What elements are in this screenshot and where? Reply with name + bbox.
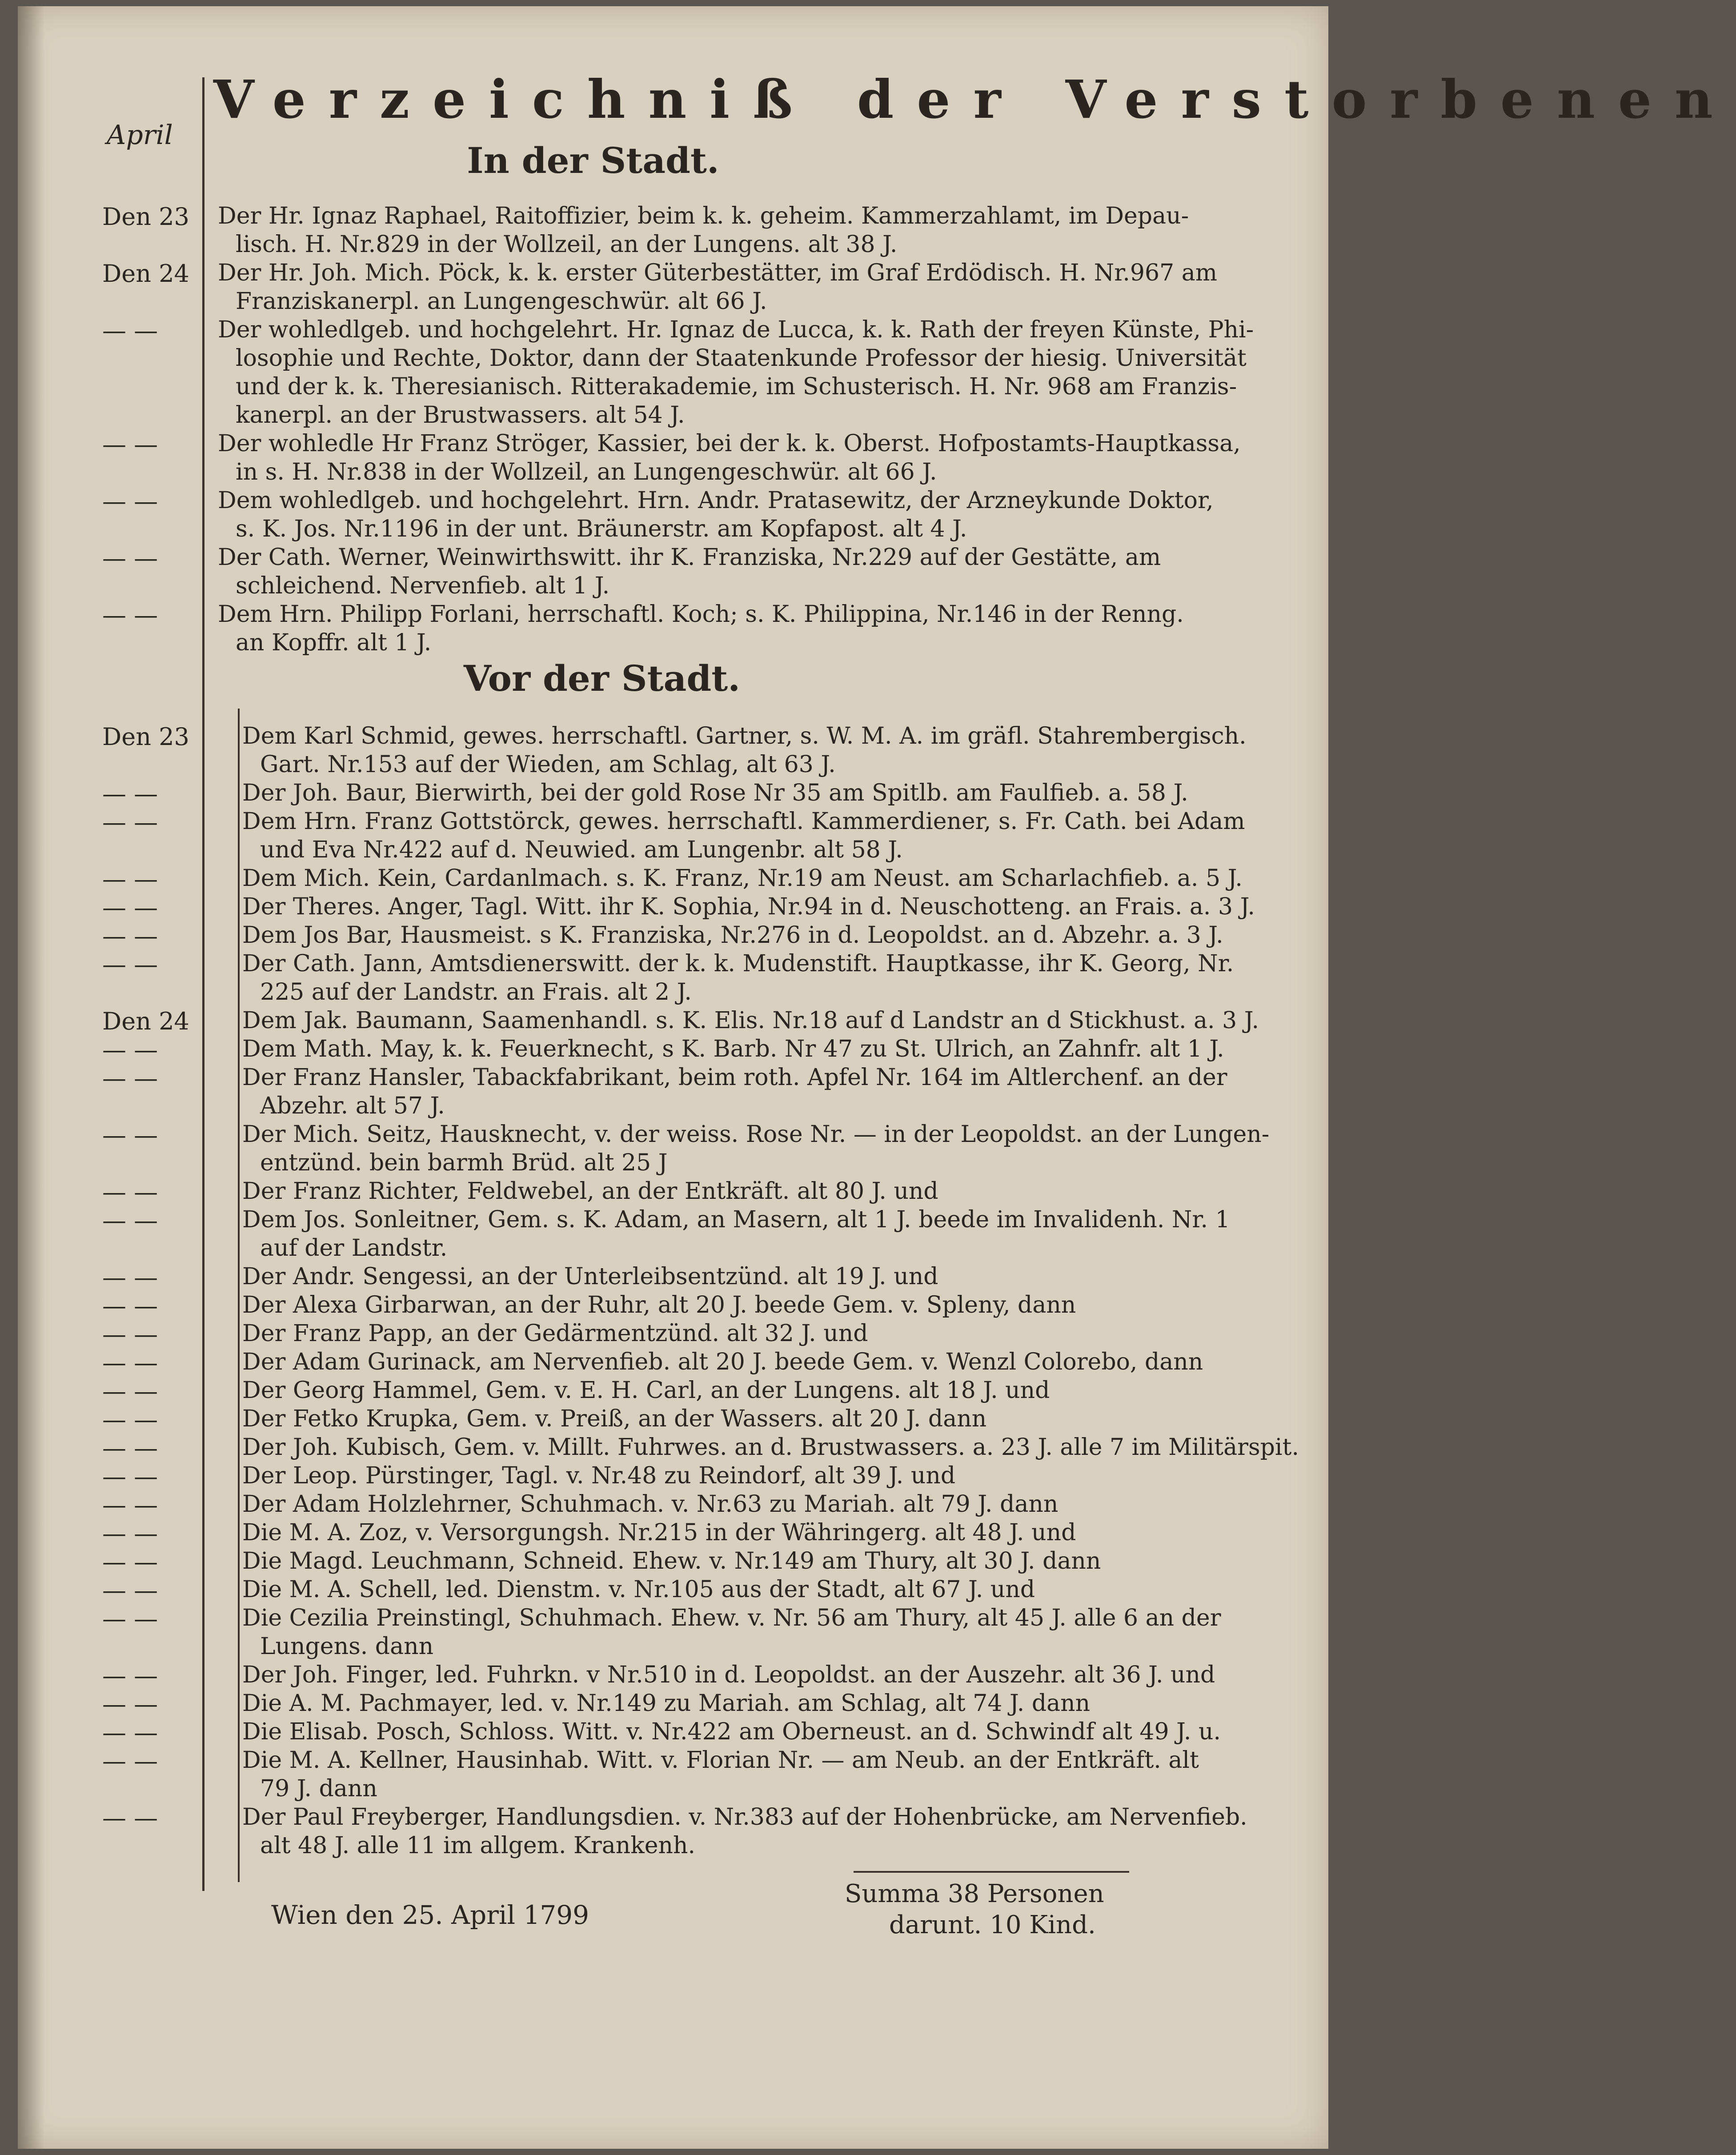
entry-text: Dem wohledlgeb. und hochgelehrt. Hrn. Andr. Pratasewitz, der Arzneykunde Doktor, [218,487,1214,514]
section-heading-city: In der Stadt. [467,140,719,181]
entry-date: — — [102,1462,158,1490]
entry-text-continued: lisch. H. Nr.829 in der Wollzeil, an der Lungens. alt 38 J. [236,231,898,258]
entry-date: — — [102,1121,158,1149]
entry-text: Die M. A. Kellner, Hausinhab. Witt. v. Florian Nr. — am Neub. an der Entkräft. alt [242,1747,1199,1774]
entry-text: Der Hr. Ignaz Raphael, Raitoffizier, beim k. k. geheim. Kammerzahlamt, im Depau- [218,203,1189,229]
entry-date: — — [102,1804,158,1832]
entry-date: — — [102,1519,158,1547]
entry-text-continued: losophie und Rechte, Doktor, dann der Staatenkunde Professor der hiesig. Universität [236,345,1247,372]
entry-date: — — [102,1206,158,1234]
entry-date: — — [102,430,158,458]
entry-text-continued: Lungens. dann [260,1633,434,1660]
entry-date: Den 23 [102,723,189,751]
entry-text: Der Mich. Seitz, Hausknecht, v. der weiss. Rose Nr. — in der Leopoldst. an der Lungen- [242,1121,1270,1148]
entry-date: — — [102,1605,158,1633]
entry-date: — — [102,601,158,629]
page-title: Verzeichniß der Verstorbenen [213,68,1736,130]
entry-text-continued: und Eva Nr.422 auf d. Neuwied. am Lungenbr. alt 58 J. [260,837,903,863]
entry-text: Der Joh. Kubisch, Gem. v. Millt. Fuhrwes. an d. Brustwassers. a. 23 J. alle 7 im Militärspit. [242,1434,1299,1461]
entry-text: Der Cath. Jann, Amtsdienerswitt. der k. k. Mudenstift. Hauptkasse, ihr K. Georg, Nr. [242,950,1234,977]
entry-date: — — [102,865,158,893]
page-edge-shadow [18,6,44,2149]
entry-date: — — [102,1662,158,1690]
entry-date: Den 23 [102,203,189,231]
margin-rule-inner [238,709,240,1882]
entry-text-continued: 225 auf der Landstr. an Frais. alt 2 J. [260,979,692,1005]
entry-text: Die Cezilia Preinstingl, Schuhmach. Ehew. v. Nr. 56 am Thury, alt 45 J. alle 6 an der [242,1605,1221,1631]
entry-text: Der Franz Papp, an der Gedärmentzünd. alt 32 J. und [242,1320,868,1347]
entry-date: — — [102,1747,158,1775]
entry-text: Der Franz Richter, Feldwebel, an der Entkräft. alt 80 J. und [242,1178,938,1205]
entry-date: — — [102,487,158,515]
entry-text: Der Adam Gurinack, am Nervenfieb. alt 20 J. beede Gem. v. Wenzl Colorebo, dann [242,1349,1203,1375]
entry-date: — — [102,1064,158,1092]
entry-date: — — [102,1548,158,1576]
entry-text: Die Elisab. Posch, Schloss. Witt. v. Nr.422 am Oberneust. an d. Schwindf alt 49 J. u. [242,1718,1221,1745]
entry-date: — — [102,808,158,836]
entry-text-continued: an Kopffr. alt 1 J. [236,629,432,656]
entry-text: Die Magd. Leuchmann, Schneid. Ehew. v. Nr.149 am Thury, alt 30 J. dann [242,1548,1101,1574]
entry-text-continued: und der k. k. Theresianisch. Ritterakademie, im Schusterisch. H. Nr. 968 am Franzis- [236,373,1237,400]
place-date-line: Wien den 25. April 1799 [271,1900,589,1930]
entry-date: Den 24 [102,1007,189,1035]
entry-text: Dem Karl Schmid, gewes. herrschaftl. Gartner, s. W. M. A. im gräfl. Stahrembergisch. [242,723,1247,749]
entry-text-continued: kanerpl. an der Brustwassers. alt 54 J. [236,402,685,429]
entry-date: Den 24 [102,260,189,288]
entry-date: — — [102,1320,158,1348]
entry-text-continued: 79 J. dann [260,1775,377,1802]
entry-text: Der Alexa Girbarwan, an der Ruhr, alt 20 J. beede Gem. v. Spleny, dann [242,1292,1076,1318]
entry-text: Der Leop. Pürstinger, Tagl. v. Nr.48 zu Reindorf, alt 39 J. und [242,1462,956,1489]
summary-children: darunt. 10 Kind. [889,1911,1096,1939]
entry-text: Dem Jos. Sonleitner, Gem. s. K. Adam, an Masern, alt 1 J. beede im Invalidenh. Nr. 1 [242,1206,1230,1233]
entry-text: Der Paul Freyberger, Handlungsdien. v. Nr.383 auf der Hohenbrücke, am Nervenfieb. [242,1804,1247,1831]
entry-text: Der Georg Hammel, Gem. v. E. H. Carl, an der Lungens. alt 18 J. und [242,1377,1050,1404]
entry-date: — — [102,1406,158,1434]
entry-text: Der wohledle Hr Franz Ströger, Kassier, bei der k. k. Oberst. Hofpostamts-Hauptkassa, [218,430,1241,457]
entry-date: — — [102,1178,158,1206]
entry-text: Der Franz Hansler, Tabackfabrikant, beim roth. Apfel Nr. 164 im Altlerchenf. an der [242,1064,1227,1091]
entry-text: Der wohledlgeb. und hochgelehrt. Hr. Ignaz de Lucca, k. k. Rath der freyen Künste, Phi- [218,316,1254,343]
entry-date: — — [102,316,158,344]
entry-text: Der Hr. Joh. Mich. Pöck, k. k. erster Güterbestätter, im Graf Erdödisch. H. Nr.967 am [218,260,1218,286]
entry-text-continued: schleichend. Nervenfieb. alt 1 J. [236,573,610,599]
entry-text-continued: Gart. Nr.153 auf der Wieden, am Schlag, alt 63 J. [260,751,836,778]
month-label: April [107,120,173,151]
entry-date: — — [102,780,158,808]
entry-text: Die A. M. Pachmayer, led. v. Nr.149 zu Mariah. am Schlag, alt 74 J. dann [242,1690,1091,1717]
entry-text: Der Joh. Finger, led. Fuhrkn. v Nr.510 in d. Leopoldst. an der Auszehr. alt 36 J. und [242,1662,1215,1688]
entry-date: — — [102,544,158,572]
entry-text: Der Cath. Werner, Weinwirthswitt. ihr K. Franziska, Nr.229 auf der Gestätte, am [218,544,1161,571]
entry-date: — — [102,893,158,921]
entry-date: — — [102,1491,158,1519]
summary-total: Summa 38 Personen [845,1879,1104,1908]
entry-text: Der Joh. Baur, Bierwirth, bei der gold Rose Nr 35 am Spitlb. am Faulfieb. a. 58 J. [242,780,1188,806]
summary-rule [854,1871,1129,1873]
entry-date: — — [102,1690,158,1718]
margin-rule [202,77,204,1891]
entry-date: — — [102,1263,158,1291]
entry-text: Dem Jak. Baumann, Saamenhandl. s. K. Elis. Nr.18 auf d Landstr an d Stickhust. a. 3 J. [242,1007,1259,1034]
entry-date: — — [102,922,158,950]
entry-date: — — [102,1292,158,1320]
entry-text: Der Fetko Krupka, Gem. v. Preiß, an der Wassers. alt 20 J. dann [242,1406,987,1432]
entry-text: Dem Jos Bar, Hausmeist. s K. Franziska, Nr.276 in d. Leopoldst. an d. Abzehr. a. 3 J. [242,922,1223,949]
entry-text: Der Theres. Anger, Tagl. Witt. ihr K. Sophia, Nr.94 in d. Neuschotteng. an Frais. a. 3 J. [242,893,1255,920]
entry-date: — — [102,1036,158,1064]
entry-text-continued: Franziskanerpl. an Lungengeschwür. alt 66 J. [236,288,767,315]
entry-text-continued: s. K. Jos. Nr.1196 in der unt. Bräunerstr. am Kopfapost. alt 4 J. [236,516,967,542]
entry-text-continued: auf der Landstr. [260,1235,448,1262]
entry-date: — — [102,1434,158,1462]
document-page [18,6,1736,2149]
entry-text: Die M. A. Schell, led. Dienstm. v. Nr.105 aus der Stadt, alt 67 J. und [242,1576,1035,1603]
entry-date: — — [102,1576,158,1604]
entry-date: — — [102,1349,158,1377]
summary-block [845,1879,1104,1941]
entry-text-continued: alt 48 J. alle 11 im allgem. Krankenh. [260,1832,696,1859]
entry-text: Der Adam Holzlehrner, Schuhmach. v. Nr.63 zu Mariah. alt 79 J. dann [242,1491,1058,1518]
entry-date: — — [102,950,158,978]
entry-text: Dem Hrn. Philipp Forlani, herrschaftl. Koch; s. K. Philippina, Nr.146 in der Renng. [218,601,1184,628]
entry-text: Dem Math. May, k. k. Feuerknecht, s K. Barb. Nr 47 zu St. Ulrich, an Zahnfr. alt 1 J. [242,1036,1224,1062]
entry-date: — — [102,1377,158,1405]
entry-text-continued: in s. H. Nr.838 in der Wollzeil, an Lungengeschwür. alt 66 J. [236,459,937,485]
entry-text: Dem Hrn. Franz Gottstörck, gewes. herrschaftl. Kammerdiener, s. Fr. Cath. bei Adam [242,808,1245,835]
entry-text-continued: Abzehr. alt 57 J. [260,1093,445,1119]
section-heading-suburb: Vor der Stadt. [463,657,741,699]
entry-date: — — [102,1718,158,1746]
entry-text: Die M. A. Zoz, v. Versorgungsh. Nr.215 in der Währingerg. alt 48 J. und [242,1519,1076,1546]
entry-text: Dem Mich. Kein, Cardanlmach. s. K. Franz, Nr.19 am Neust. am Scharlachfieb. a. 5 J. [242,865,1243,892]
entry-text: Der Andr. Sengessi, an der Unterleibsentzünd. alt 19 J. und [242,1263,938,1290]
entry-text-continued: entzünd. bein barmh Brüd. alt 25 J [260,1150,668,1176]
